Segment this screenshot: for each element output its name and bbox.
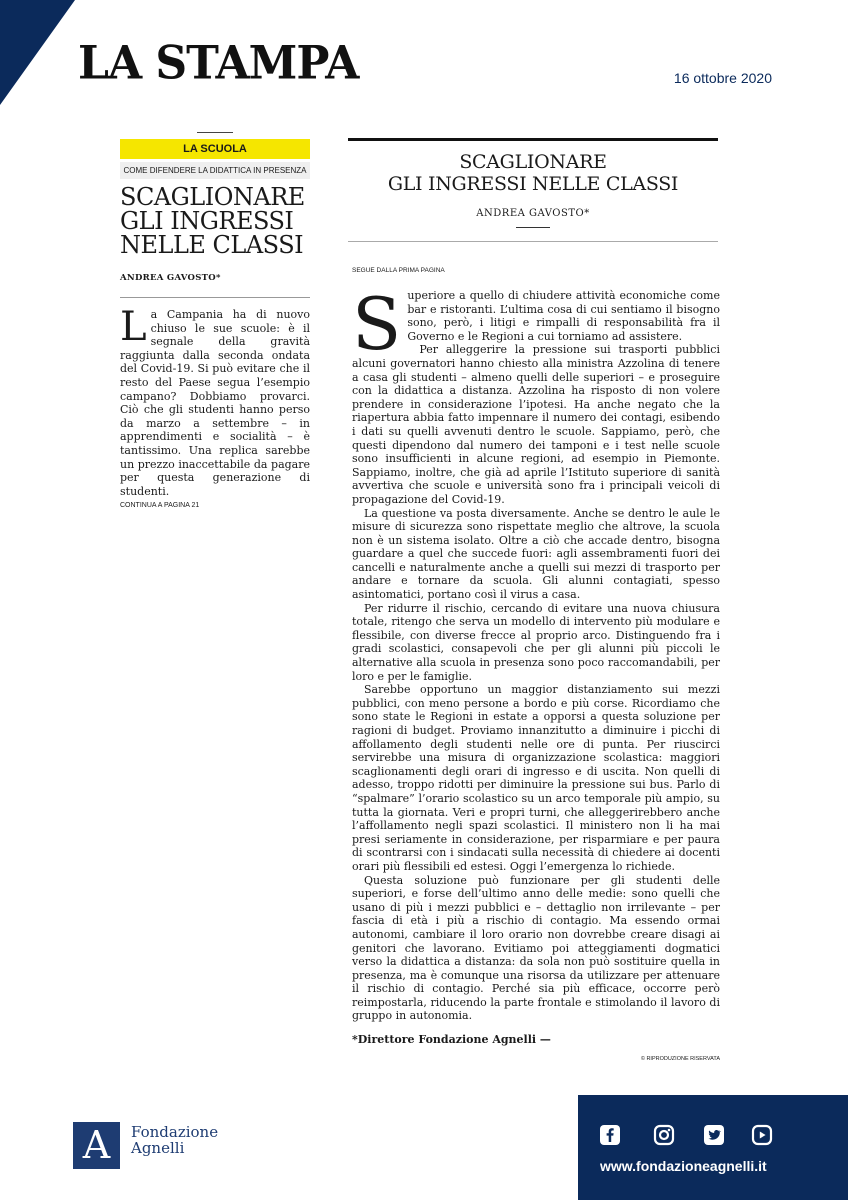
facebook-icon[interactable] xyxy=(598,1124,622,1146)
author-signoff: *Direttore Fondazione Agnelli — xyxy=(352,1033,551,1046)
article-body xyxy=(352,282,720,1023)
teaser-dropcap: L xyxy=(120,304,147,350)
paragraph: La questione va posta diversamente. Anche se dentro le aule le misure di sicurezza sono rispettate meglio che altrove, la scuola non è un sistema isolato. Oltre a ciò che accade dentro, bisogna guardare a quel che succede fuori: agli assembramenti fuori dei cancelli e naturalmente anche a quelli sui mezzi di trasporto per andare e tornare da scuola. Gli alunni contagiati, spesso asintomatici, portano così il virus a casa. xyxy=(352,506,720,602)
paragraph: Sarebbe opportuno un maggior distanziamento sui mezzi pubblici, con meno persone a bordo e più corse. Ricordiamo che sono state le Regioni in estate a opporsi a questa soluzione per ragioni di budget. Proviamo innanzitutto a diminuire i picchi di affollamento degli studenti nelle ore di punta. Per riuscirci servirebbe una misura di organizzazione scolastica: maggiori scaglionamenti degli orari di ingresso e di uscita. Non quelli di adesso, troppo ridotti per diminuire la pressione sui bus. Parlo di “spalmare” l’orario scolastico su un arco temporale più ampio, su tutta la giornata. Veri e propri turni, che alleggerirebbero anche l’affollamento negli spazi scolastici. Il ministero non li ha mai presi seriamente in considerazione, per risparmiare e per paura di scontrarsi con i sindacati sulla necessità di chiedere ai docenti orari più flessibili ed estesi. Oggi l’emergenza lo richiede. xyxy=(352,683,720,873)
organization-name-line: Agnelli xyxy=(131,1139,185,1157)
article-title-line: GLI INGRESSI NELLE CLASSI xyxy=(387,173,679,195)
article-title-line: SCAGLIONARE xyxy=(459,151,607,173)
youtube-icon[interactable] xyxy=(750,1124,774,1146)
teaser-body xyxy=(120,304,310,498)
teaser-title-line: NELLE CLASSI xyxy=(120,231,304,259)
kicker: COME DIFENDERE LA DIDATTICA IN PRESENZA xyxy=(120,162,310,179)
paragraph-text: uperiore a quello di chiudere attività economiche come bar e ristoranti. L’ultima cosa di cui sentiamo il bisogno sono, però, i litigi e rimpalli di responsabilità fra il Governo e le Regioni a cui torniamo ad assistere. xyxy=(407,289,720,343)
divider xyxy=(197,132,233,133)
publication-date: 16 ottobre 2020 xyxy=(673,70,772,86)
article-dropcap: S xyxy=(352,282,402,366)
article-header xyxy=(348,138,718,242)
organization-name xyxy=(131,1124,218,1156)
twitter-icon[interactable] xyxy=(702,1124,726,1146)
continued-from-label: SEGUE DALLA PRIMA PAGINA xyxy=(352,267,445,274)
instagram-icon[interactable] xyxy=(652,1124,676,1146)
divider xyxy=(348,241,718,242)
continued-note: CONTINUA A PAGINA 21 xyxy=(120,502,200,510)
website-link[interactable]: www.fondazioneagnelli.it xyxy=(600,1158,767,1174)
teaser-author: ANDREA GAVOSTO* xyxy=(120,273,221,283)
newspaper-masthead: LA STAMPA xyxy=(78,36,359,91)
teaser-title-line: SCAGLIONARE xyxy=(120,183,305,211)
divider xyxy=(120,297,310,298)
divider xyxy=(516,227,550,228)
paragraph: Per ridurre il rischio, cercando di evitare una nuova chiusura totale, ritengo che serva un modello di intervento più modulare e flessibile, con diverse frecce al proprio arco. Distinguendo fra i gradi scolastici, consapevoli che per gli alunni più piccoli le alternative alla scuola in presenza sono poco raccomandabili, per loro e per le famiglie. xyxy=(352,601,720,683)
organization-name-line: Fondazione xyxy=(131,1123,219,1141)
paragraph: Questa soluzione può funzionare per gli studenti delle superiori, e forse dell’ultimo anno delle medie: sono quelli che usano di più i mezzi pubblici e – dettaglio non irrilevante – per fascia di età i più a rischio di contagio. Ma essendo ormai autonomi, cambiare il loro orario non dovrebbe creare disagi ai genitori che lavorano. Evitiamo poi atteggiamenti dogmatici verso la didattica a distanza: da sola non può sostituire quella in presenza, ma è comunque una risorsa da utilizzare per attenuare il rischio di contagio. Perché sia più efficace, occorre però reimpostarla, riducendo la parte frontale e stimolando il lavoro di gruppo in autonomia. xyxy=(352,873,720,1023)
section-label: LA SCUOLA xyxy=(120,139,310,159)
paragraph: Per alleggerire la pressione sui trasporti pubblici alcuni governatori hanno chiesto alla ministra Azzolina di tenere a casa gli studenti – almeno quelli delle superiori – e proseguire con la didattica a distanza. Azzolina ha risposto di non volere prendere in considerazione l’ipotesi. Ha anche negato che la riapertura abbia fatto impennare il numero dei contagi, esibendo i dati su quelli avvenuti dentro le scuole. Sappiamo, però, che questi dipendono dal numero dei tamponi e i test nelle scuole sono insufficienti in alcune regioni, ad esempio in Piemonte. Sappiamo, inoltre, che già ad aprile l’Istituto superiore di sanità avvertiva che scuole e università sono fra i principali veicoli di propagazione del Covid-19. xyxy=(352,343,720,506)
teaser-body-text: a Campania ha di nuovo chiuso le sue scuole: è il segnale della gravità raggiunta dalla seconda ondata del Covid-19. Si può evitare che il resto del Paese segua l’esempio campano? Dobbiamo provarci. Ciò che gli studenti hanno perso da marzo a settembre – in apprendimenti e socialità – è tantissimo. Una replica sarebbe un prezzo inaccettabile da pagare per questa generazione di studenti. xyxy=(120,308,310,498)
article-author: ANDREA GAVOSTO* xyxy=(476,208,590,219)
footer-band xyxy=(578,1095,848,1200)
divider xyxy=(348,138,718,141)
header-corner-triangle xyxy=(0,0,75,105)
article-title xyxy=(348,151,718,195)
front-page-teaser xyxy=(120,132,310,509)
teaser-title-line: GLI INGRESSI xyxy=(120,207,294,235)
fondazione-agnelli-logo: A xyxy=(73,1122,120,1169)
paragraph xyxy=(352,282,720,366)
copyright-note: © RIPRODUZIONE RISERVATA xyxy=(640,1056,720,1062)
teaser-title xyxy=(120,185,310,257)
